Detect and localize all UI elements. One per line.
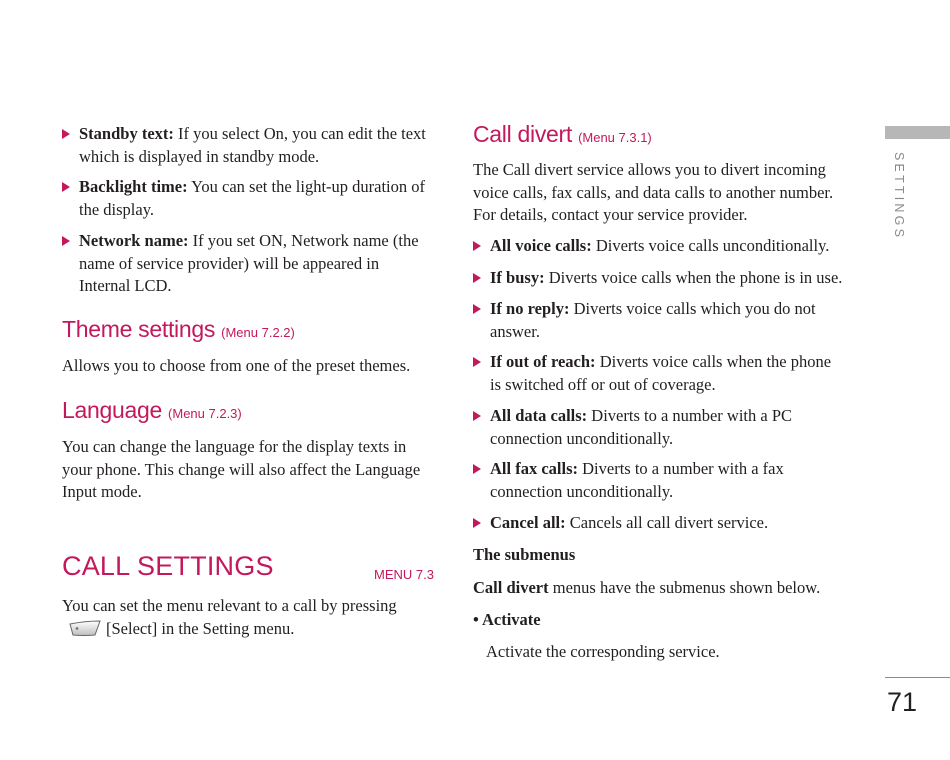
call-settings-text-after: [Select] in the Setting menu. bbox=[106, 618, 295, 638]
call-divert-intro: The Call divert service allows you to divert incoming voice calls, fax calls, and data calls to another number. For details, contact your service provider. bbox=[473, 160, 834, 224]
bullet-text: Diverts voice calls when the phone is switched off or out of coverage. bbox=[490, 352, 832, 394]
bullet-backlight-time bbox=[62, 176, 434, 221]
triangle-bullet-icon bbox=[473, 273, 481, 283]
bullet-if-no-reply bbox=[473, 298, 845, 343]
bullet-term: All fax calls: bbox=[490, 459, 578, 478]
call-divert-heading bbox=[473, 121, 652, 148]
heading-menu-ref: (Menu 7.2.2) bbox=[221, 325, 295, 340]
triangle-bullet-icon bbox=[62, 182, 70, 192]
heading-menu-ref: (Menu 7.3.1) bbox=[578, 130, 652, 145]
bullet-text: If you set ON, Network name (the name of service provider) will be appeared in Internal LCD. bbox=[79, 231, 419, 295]
submenus-desc: menus have the submenus shown below. bbox=[548, 578, 821, 597]
heading-title: Language bbox=[62, 397, 162, 423]
call-settings-text bbox=[62, 595, 434, 640]
bullet-all-fax-calls bbox=[473, 458, 845, 503]
bullet-text: Diverts voice calls when the phone is in use. bbox=[544, 268, 843, 287]
bullet-standby-text bbox=[62, 123, 434, 168]
bullet-network-name bbox=[62, 230, 434, 298]
triangle-bullet-icon bbox=[473, 464, 481, 474]
bullet-text: You can set the light-up duration of the display. bbox=[79, 177, 426, 219]
bullet-text: Diverts voice calls which you do not answer. bbox=[490, 299, 816, 341]
section-tab-bar bbox=[885, 126, 950, 139]
bullet-if-busy bbox=[473, 267, 845, 290]
bullet-term: If out of reach: bbox=[490, 352, 596, 371]
bullet-term: If busy: bbox=[490, 268, 545, 287]
bullet-term: All data calls: bbox=[490, 406, 588, 425]
section-label: SETTINGS bbox=[892, 152, 906, 241]
bullet-cancel-all bbox=[473, 512, 845, 535]
language-heading bbox=[62, 397, 242, 424]
triangle-bullet-icon bbox=[473, 357, 481, 367]
triangle-bullet-icon bbox=[62, 236, 70, 246]
activate-text: Activate the corresponding service. bbox=[486, 642, 720, 661]
left-soft-key-icon bbox=[68, 620, 102, 637]
heading-title: Call divert bbox=[473, 121, 572, 147]
bullet-text: If you select On, you can edit the text which is displayed in standby mode. bbox=[79, 124, 426, 166]
bullet-all-voice-calls bbox=[473, 235, 845, 258]
heading-menu-ref: (Menu 7.2.3) bbox=[168, 406, 242, 421]
bullet-if-out-of-reach bbox=[473, 351, 845, 396]
bullet-all-data-calls bbox=[473, 405, 845, 450]
submenus-text bbox=[473, 577, 853, 600]
triangle-bullet-icon bbox=[473, 411, 481, 421]
bullet-text: Diverts voice calls unconditionally. bbox=[591, 236, 830, 255]
bullet-term: Network name: bbox=[79, 231, 189, 250]
page-number-rule bbox=[885, 677, 950, 678]
bullet-term: All voice calls: bbox=[490, 236, 592, 255]
submenus-term: Call divert bbox=[473, 578, 549, 597]
call-settings-text-before: You can set the menu relevant to a call by pressing bbox=[62, 596, 397, 615]
triangle-bullet-icon bbox=[473, 518, 481, 528]
activate-label: • Activate bbox=[473, 610, 541, 629]
call-settings-menu-ref: MENU 7.3 bbox=[374, 567, 434, 582]
bullet-term: Cancel all: bbox=[490, 513, 566, 532]
triangle-bullet-icon bbox=[473, 304, 481, 314]
bullet-term: Backlight time: bbox=[79, 177, 188, 196]
bullet-text: Diverts to a number with a PC connection unconditionally. bbox=[490, 406, 793, 448]
call-settings-title: CALL SETTINGS bbox=[62, 551, 274, 581]
submenus-heading: The submenus bbox=[473, 545, 576, 564]
triangle-bullet-icon bbox=[473, 241, 481, 251]
bullet-term: Standby text: bbox=[79, 124, 174, 143]
bullet-text: Diverts to a number with a fax connection unconditionally. bbox=[490, 459, 784, 501]
bullet-term: If no reply: bbox=[490, 299, 570, 318]
bullet-text: Cancels all call divert service. bbox=[565, 513, 769, 532]
heading-title: Theme settings bbox=[62, 316, 216, 342]
language-text: You can change the language for the display texts in your phone. This change will also affect the Language Input mode. bbox=[62, 437, 421, 501]
triangle-bullet-icon bbox=[62, 129, 70, 139]
theme-settings-text: Allows you to choose from one of the preset themes. bbox=[62, 356, 411, 375]
page-number: 71 bbox=[887, 687, 918, 717]
theme-settings-heading bbox=[62, 316, 295, 343]
